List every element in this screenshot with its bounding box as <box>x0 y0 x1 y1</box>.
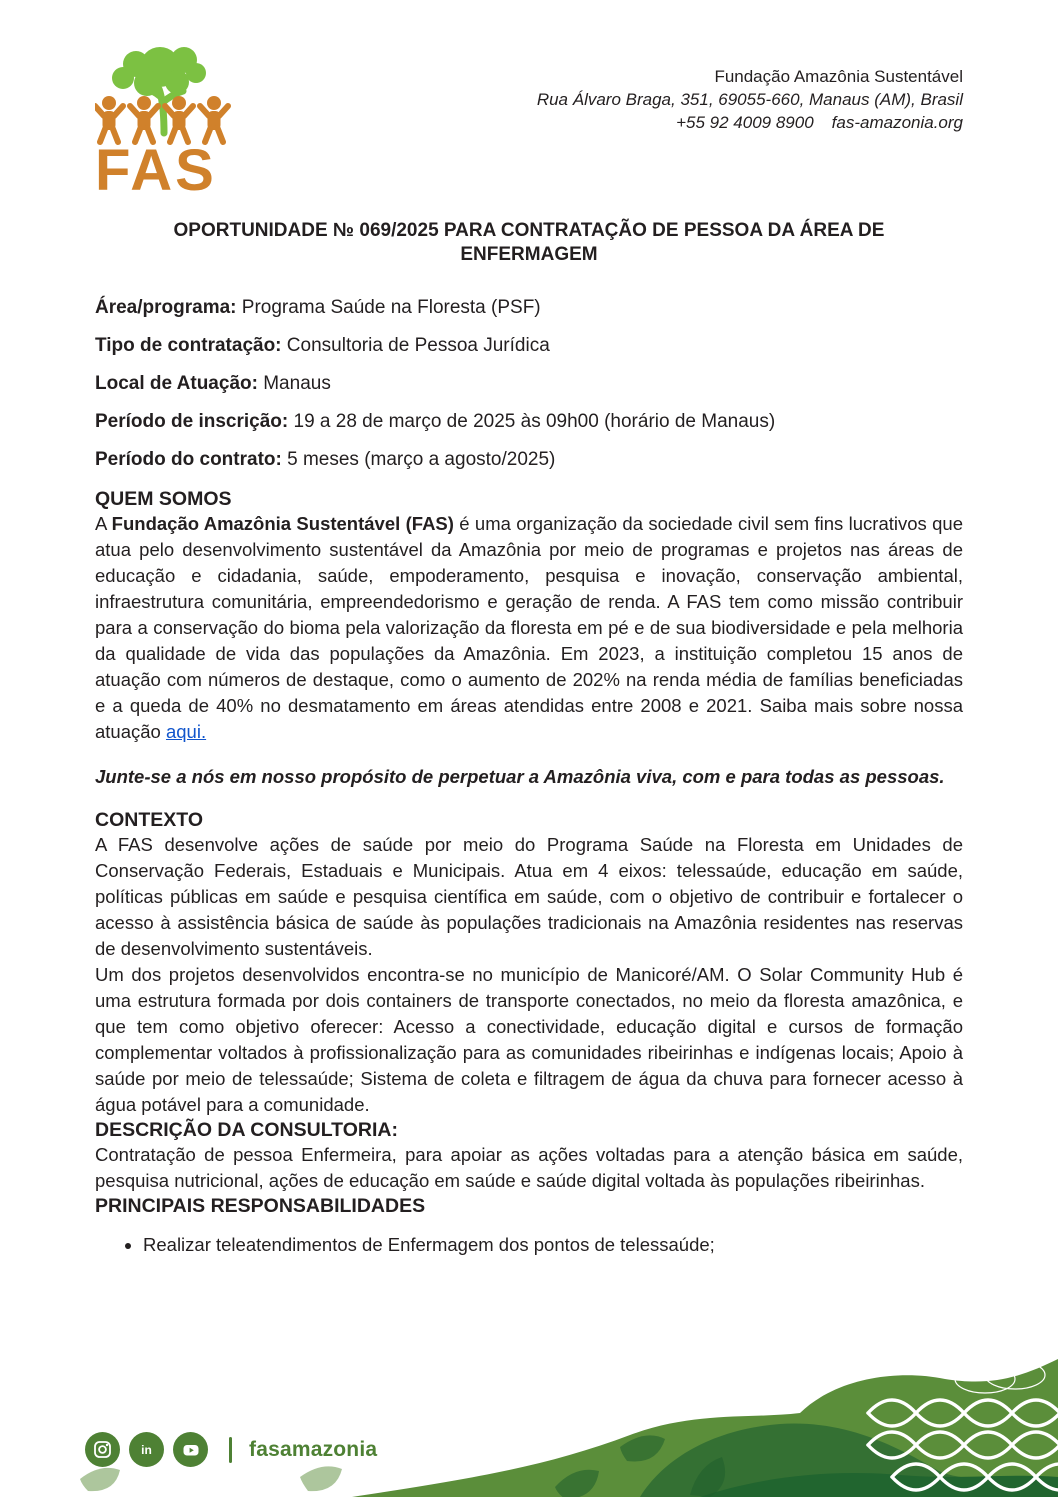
org-phone: +55 92 4009 8900 <box>676 113 814 132</box>
document-title: OPORTUNIDADE № 069/2025 PARA CONTRATAÇÃO DE PESSOA DA ÁREA DE ENFERMAGEM <box>173 220 885 265</box>
tagline: Junte-se a nós em nosso propósito de perpetuar a Amazônia viva, com e para todas as pessoas. <box>95 766 945 787</box>
org-website: fas-amazonia.org <box>831 113 963 132</box>
descricao-paragraph: Contratação de pessoa Enfermeira, para apoiar as ações voltadas para a atenção básica em saúde, pesquisa nutricional, ações de educação em saúde e saúde digital voltada às populações ribeirinhas. <box>95 1143 963 1191</box>
org-name: Fundação Amazônia Sustentável <box>714 67 963 86</box>
quem-somos-body: é uma organização da sociedade civil sem fins lucrativos que atua pelo desenvolvimento sustentável da Amazônia por meio de programas e projetos nas áreas de educação e cidadania, saúde, empoderamento, pesquisa e inovação, conservação ambiental, infraestrutura comunitária, empreendedorismo e geração de renda. A FAS tem como missão contribuir para a conservação do bioma pela valorização da floresta em pé e de sua biodiversidade e pela melhoria da qualidade de vida das populações da Amazônia. Em 2023, a instituição completou 15 anos de atuação com números de destaque, como o aumento de 202% na renda média de famílias beneficiadas e a queda de 40% no desmatamento em áreas atendidas entre 2008 e 2021. Saiba mais sobre nossa atuação <box>95 513 963 742</box>
meta-area-label: Área/programa: <box>95 297 237 318</box>
meta-inscricao <box>95 411 963 433</box>
meta-area-value: Programa Saúde na Floresta (PSF) <box>241 297 541 318</box>
social-links <box>85 1432 377 1467</box>
quem-somos-paragraph <box>95 511 963 745</box>
quem-somos-bold: Fundação Amazônia Sustentável (FAS) <box>111 513 454 534</box>
meta-tipo-value: Consultoria de Pessoa Jurídica <box>286 335 550 356</box>
contexto-paragraph-1: A FAS desenvolve ações de saúde por meio do Programa Saúde na Floresta em Unidades de Conservação Federais, Estaduais e Municipais. Atua em 4 eixos: telessaúde, educação em saúde, políticas públicas em saúde e pesquisa científica em saúde, com o objetivo de contribuir e fortalecer o acesso à assistência básica de saúde às populações tradicionais na Amazônia residentes nas reservas de desenvolvimento sustentáveis. <box>95 833 963 959</box>
contexto-paragraph-2: Um dos projetos desenvolvidos encontra-se no município de Manicoré/AM. O Solar Community Hub é uma estrutura formada por dois containers de transporte conectados, no meio da floresta amazônica, e que tem como objetivo oferecer: Acesso a conectividade, educação digital e cursos de formação complementar voltados à profissionalização para as comunidades ribeirinhas e indígenas locais; Apoio à saúde por meio de telessaúde; Sistema de coleta e filtragem de água da chuva para fornecer acesso à água potável para a comunidade. <box>95 963 963 1115</box>
meta-area <box>95 297 963 319</box>
fas-logo <box>95 45 235 195</box>
quem-somos-prefix: A <box>95 513 112 534</box>
meta-contrato <box>95 449 963 471</box>
meta-local-label: Local de Atuação: <box>95 373 258 394</box>
meta-contrato-label: Período do contrato: <box>95 449 282 470</box>
footer-wave-graphic <box>0 1327 1058 1497</box>
youtube-icon[interactable] <box>173 1432 208 1467</box>
footer-handle: fasamazonia <box>249 1437 378 1461</box>
footer-divider <box>229 1437 232 1463</box>
logo-text: FAS <box>95 138 217 195</box>
instagram-icon[interactable] <box>85 1432 120 1467</box>
meta-tipo-label: Tipo de contratação: <box>95 335 282 356</box>
heading-quem-somos: QUEM SOMOS <box>95 488 232 510</box>
fas-logo-graphic <box>95 45 235 195</box>
meta-local <box>95 373 963 395</box>
responsibilities-list <box>95 1232 963 1258</box>
meta-local-value: Manaus <box>263 373 331 394</box>
org-phone-site <box>537 111 963 134</box>
meta-inscricao-value: 19 a 28 de março de 2025 às 09h00 (horário de Manaus) <box>293 411 776 432</box>
contact-block <box>537 65 963 134</box>
svg-text:in: in <box>141 1443 152 1457</box>
meta-tipo <box>95 335 963 357</box>
heading-descricao: DESCRIÇÃO DA CONSULTORIA: <box>95 1118 398 1141</box>
meta-block <box>95 297 963 471</box>
meta-inscricao-label: Período de inscrição: <box>95 411 289 432</box>
page-header <box>95 0 963 195</box>
heading-contexto: CONTEXTO <box>95 808 203 831</box>
aqui-link[interactable]: aqui. <box>165 721 207 742</box>
page-footer <box>0 1327 1058 1497</box>
heading-responsabilidades: PRINCIPAIS RESPONSABILIDADES <box>95 1194 426 1217</box>
org-address: Rua Álvaro Braga, 351, 69055-660, Manaus (AM), Brasil <box>536 90 963 109</box>
linkedin-icon[interactable] <box>129 1432 164 1467</box>
meta-contrato-value: 5 meses (março a agosto/2025) <box>287 449 556 470</box>
responsibility-item: • Realizar teleatendimentos de Enfermagem dos pontos de telessaúde; <box>143 1232 963 1258</box>
